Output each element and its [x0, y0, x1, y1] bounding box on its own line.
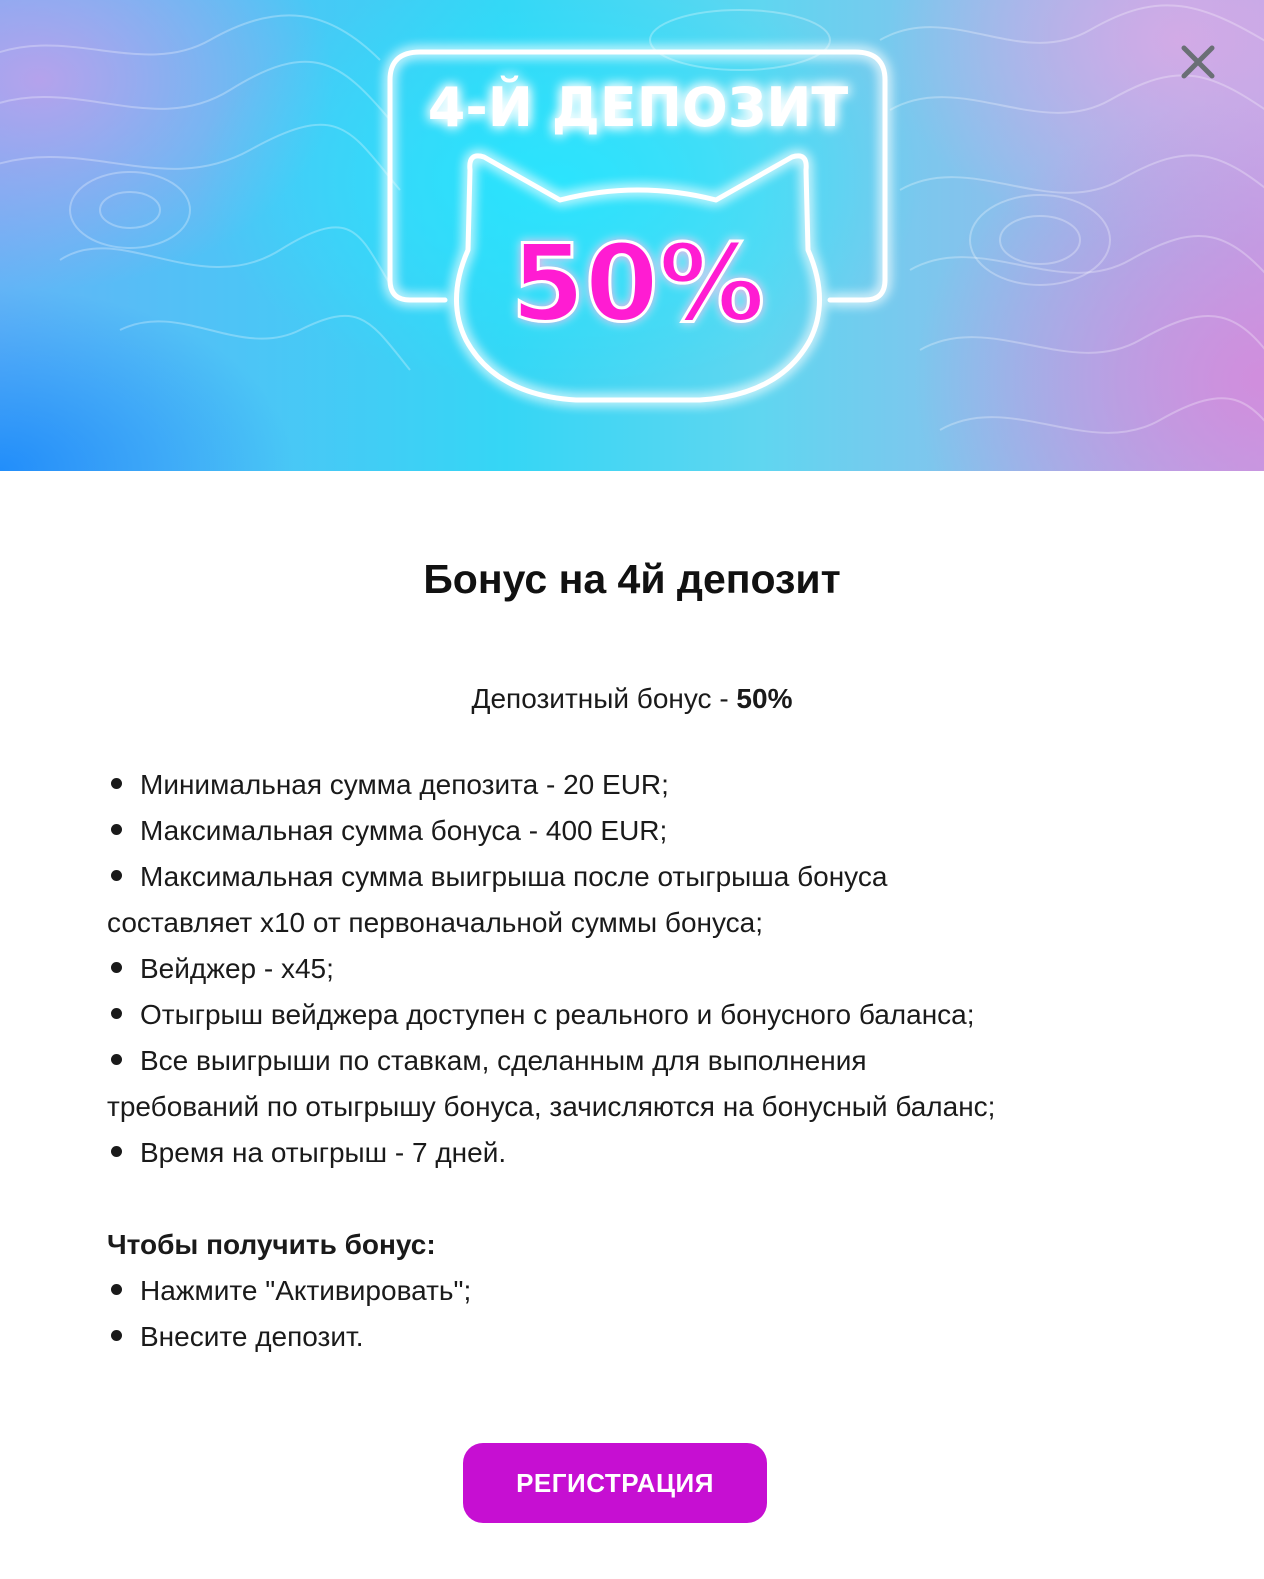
bonus-summary-value: 50% [736, 683, 793, 714]
bullet-icon [111, 870, 122, 881]
bonus-summary [0, 683, 1264, 715]
bullet-icon [111, 1284, 122, 1295]
bullet-icon [111, 1008, 122, 1019]
list-item: Минимальная сумма депозита - 20 EUR; [107, 762, 1167, 808]
bullet-icon [111, 1330, 122, 1341]
list-item: Вейджер - x45; [107, 946, 1167, 992]
list-item: Все выигрыши по ставкам, сделанным для выполнения [107, 1038, 1167, 1084]
list-item: Внесите депозит. [107, 1314, 1167, 1360]
bullet-icon [111, 1054, 122, 1065]
bullet-icon [111, 962, 122, 973]
bonus-summary-label: Депозитный бонус - [471, 683, 737, 714]
bullet-icon [111, 1146, 122, 1157]
banner-percent: 50% [511, 222, 765, 345]
list-item: Отыгрыш вейджера доступен с реального и бонусного баланса; [107, 992, 1167, 1038]
list-item-continuation: требований по отыгрышу бонуса, зачисляются на бонусный баланс; [107, 1091, 996, 1122]
bullet-icon [111, 824, 122, 835]
banner-artwork [0, 0, 1264, 471]
bullet-icon [111, 778, 122, 789]
page-title: Бонус на 4й депозит [423, 556, 841, 602]
list-item: Максимальная сумма бонуса - 400 EUR; [107, 808, 1167, 854]
list-item: Нажмите "Активировать"; [107, 1268, 1167, 1314]
bonus-terms [107, 762, 1167, 1360]
close-icon[interactable] [1180, 44, 1216, 80]
list-item-continuation: составляет x10 от первоначальной суммы бонуса; [107, 907, 764, 938]
list-item: Время на отыгрыш - 7 дней. [107, 1130, 1167, 1176]
register-button[interactable]: РЕГИСТРАЦИЯ [463, 1443, 767, 1523]
how-to-title: Чтобы получить бонус: [107, 1229, 436, 1260]
promo-banner [0, 0, 1264, 471]
banner-headline: 4-Й ДЕПОЗИТ [427, 76, 849, 139]
list-item: Максимальная сумма выигрыша после отыгрыша бонуса [107, 854, 1167, 900]
